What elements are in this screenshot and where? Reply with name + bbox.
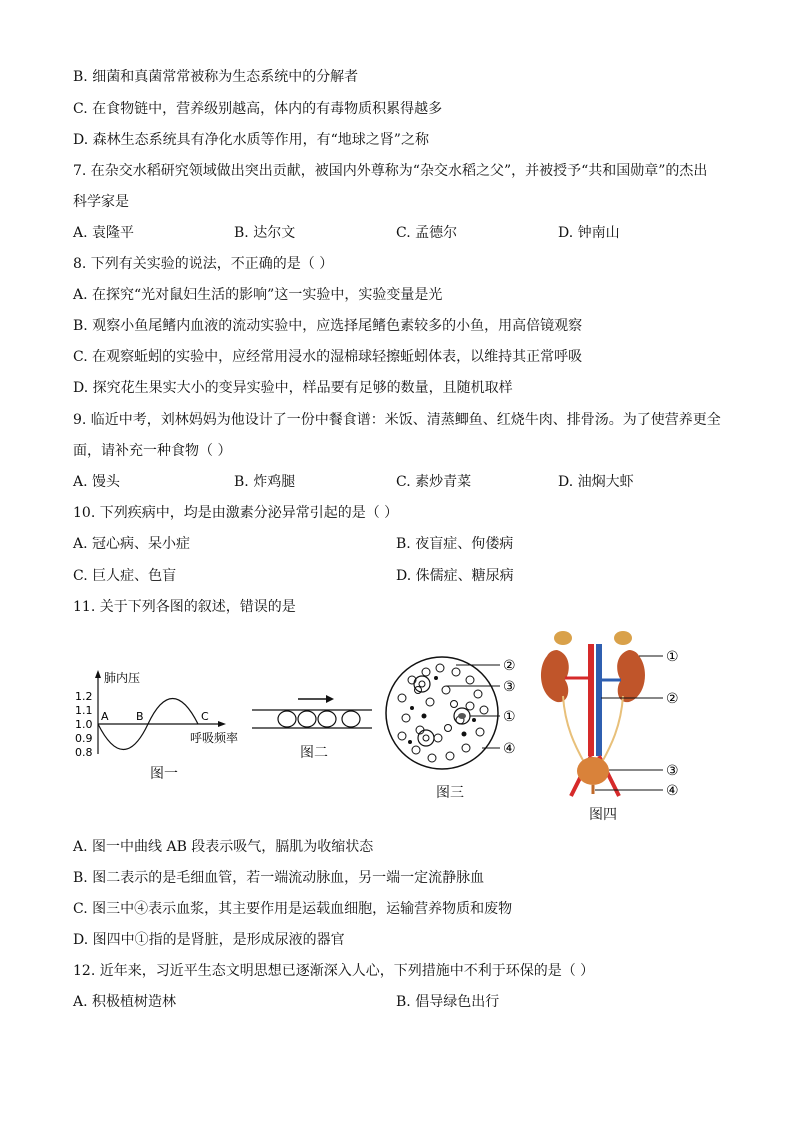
- fig3-label-4: ④: [503, 741, 516, 757]
- figure-2-caption: 图二: [300, 745, 328, 761]
- q7-option-c: C. 孟德尔: [396, 225, 458, 241]
- q7-stem-line2: 科学家是: [73, 194, 129, 210]
- q6-option-b: B. 细菌和真菌常常被称为生态系统中的分解者: [73, 69, 359, 85]
- fig1-ytick: 1.1: [75, 704, 93, 717]
- fig1-ytick: 0.9: [75, 732, 93, 745]
- figure-4-caption: 图四: [589, 807, 617, 823]
- q8-option-b: B. 观察小鱼尾鳍内血液的流动实验中，应选择尾鳍色素较多的小鱼，用高倍镜观察: [73, 318, 583, 334]
- fig1-ytick: 1.2: [75, 690, 93, 703]
- q9-option-b: B. 炸鸡腿: [234, 474, 296, 490]
- q10-option-a: A. 冠心病、呆小症: [73, 536, 191, 552]
- q7-option-b: B. 达尔文: [234, 225, 296, 241]
- q11-stem: 11. 关于下列各图的叙述，错误的是: [73, 599, 296, 615]
- q9-option-a: A. 馒头: [73, 474, 121, 490]
- q12-option-b: B. 倡导绿色出行: [396, 994, 500, 1010]
- q7-stem-line1: 7. 在杂交水稻研究领域做出突出贡献，被国内外尊称为“杂交水稻之父”，并被授予“共和国勋章”的杰出: [73, 163, 708, 179]
- figure-3-caption: 图三: [436, 785, 464, 801]
- q6-option-c: C. 在食物链中，营养级别越高，体内的有毒物质积累得越多: [73, 101, 443, 117]
- q7-option-d: D. 钟南山: [558, 225, 620, 241]
- q9-stem-line2: 面，请补充一种食物（ ）: [73, 443, 232, 459]
- fig3-label-2: ②: [503, 658, 516, 674]
- q12-option-a: A. 积极植树造林: [73, 994, 177, 1010]
- q10-option-b: B. 夜盲症、佝偻病: [396, 536, 514, 552]
- q6-option-d: D. 森林生态系统具有净化水质等作用，有“地球之肾”之称: [73, 132, 429, 148]
- q11-option-a: A. 图一中曲线 AB 段表示吸气，膈肌为收缩状态: [73, 839, 374, 855]
- fig1-point-b: B: [136, 710, 144, 723]
- figure-1-caption: 图一: [150, 766, 178, 782]
- q10-stem: 10. 下列疾病中，均是由激素分泌异常引起的是（ ）: [73, 505, 399, 521]
- fig1-ylabel: 肺内压: [104, 671, 141, 685]
- q7-option-a: A. 袁隆平: [73, 225, 135, 241]
- q9-option-c: C. 素炒青菜: [396, 474, 472, 490]
- q11-option-d: D. 图四中①指的是肾脏，是形成尿液的器官: [73, 932, 345, 948]
- fig3-label-1: ①: [503, 709, 516, 725]
- fig1-xlabel: 呼吸频率: [190, 731, 239, 745]
- fig1-ytick: 0.8: [75, 746, 93, 759]
- fig4-label-2: ②: [666, 691, 679, 707]
- figure-2-capillary: [252, 693, 380, 735]
- fig1-point-a: A: [101, 710, 109, 723]
- fig4-label-1: ①: [666, 649, 679, 665]
- q8-option-c: C. 在观察蚯蚓的实验中，应经常用浸水的湿棉球轻擦蚯蚓体表，以维持其正常呼吸: [73, 349, 583, 365]
- q8-option-a: A. 在探究“光对鼠妇生活的影响”这一实验中，实验变量是光: [73, 287, 443, 303]
- q11-option-c: C. 图三中④表示血浆，其主要作用是运载血细胞，运输营养物质和废物: [73, 901, 513, 917]
- figure-3-blood-smear: [382, 650, 527, 780]
- fig4-label-4: ④: [666, 783, 679, 799]
- q12-stem: 12. 近年来，习近平生态文明思想已逐渐深入人心，下列措施中不利于环保的是（ ）: [73, 963, 595, 979]
- q8-stem: 8. 下列有关实验的说法，不正确的是（ ）: [73, 256, 334, 272]
- q10-option-d: D. 侏儒症、糖尿病: [396, 568, 514, 584]
- q11-option-b: B. 图二表示的是毛细血管，若一端流动脉血，另一端一定流静脉血: [73, 870, 485, 886]
- q9-stem-line1: 9. 临近中考，刘林妈妈为他设计了一份中餐食谱：米饭、清蒸鲫鱼、红烧牛肉、排骨汤。为了使营养更全: [73, 412, 721, 428]
- fig4-label-3: ③: [666, 763, 679, 779]
- figure-4-urinary-system: [535, 626, 690, 806]
- fig1-ytick: 1.0: [75, 718, 93, 731]
- fig3-label-3: ③: [503, 679, 516, 695]
- q10-option-c: C. 巨人症、色盲: [73, 568, 177, 584]
- fig1-point-c: C: [201, 710, 209, 723]
- q8-option-d: D. 探究花生果实大小的变异实验中，样品要有足够的数量，且随机取样: [73, 380, 513, 396]
- q9-option-d: D. 油焖大虾: [558, 474, 634, 490]
